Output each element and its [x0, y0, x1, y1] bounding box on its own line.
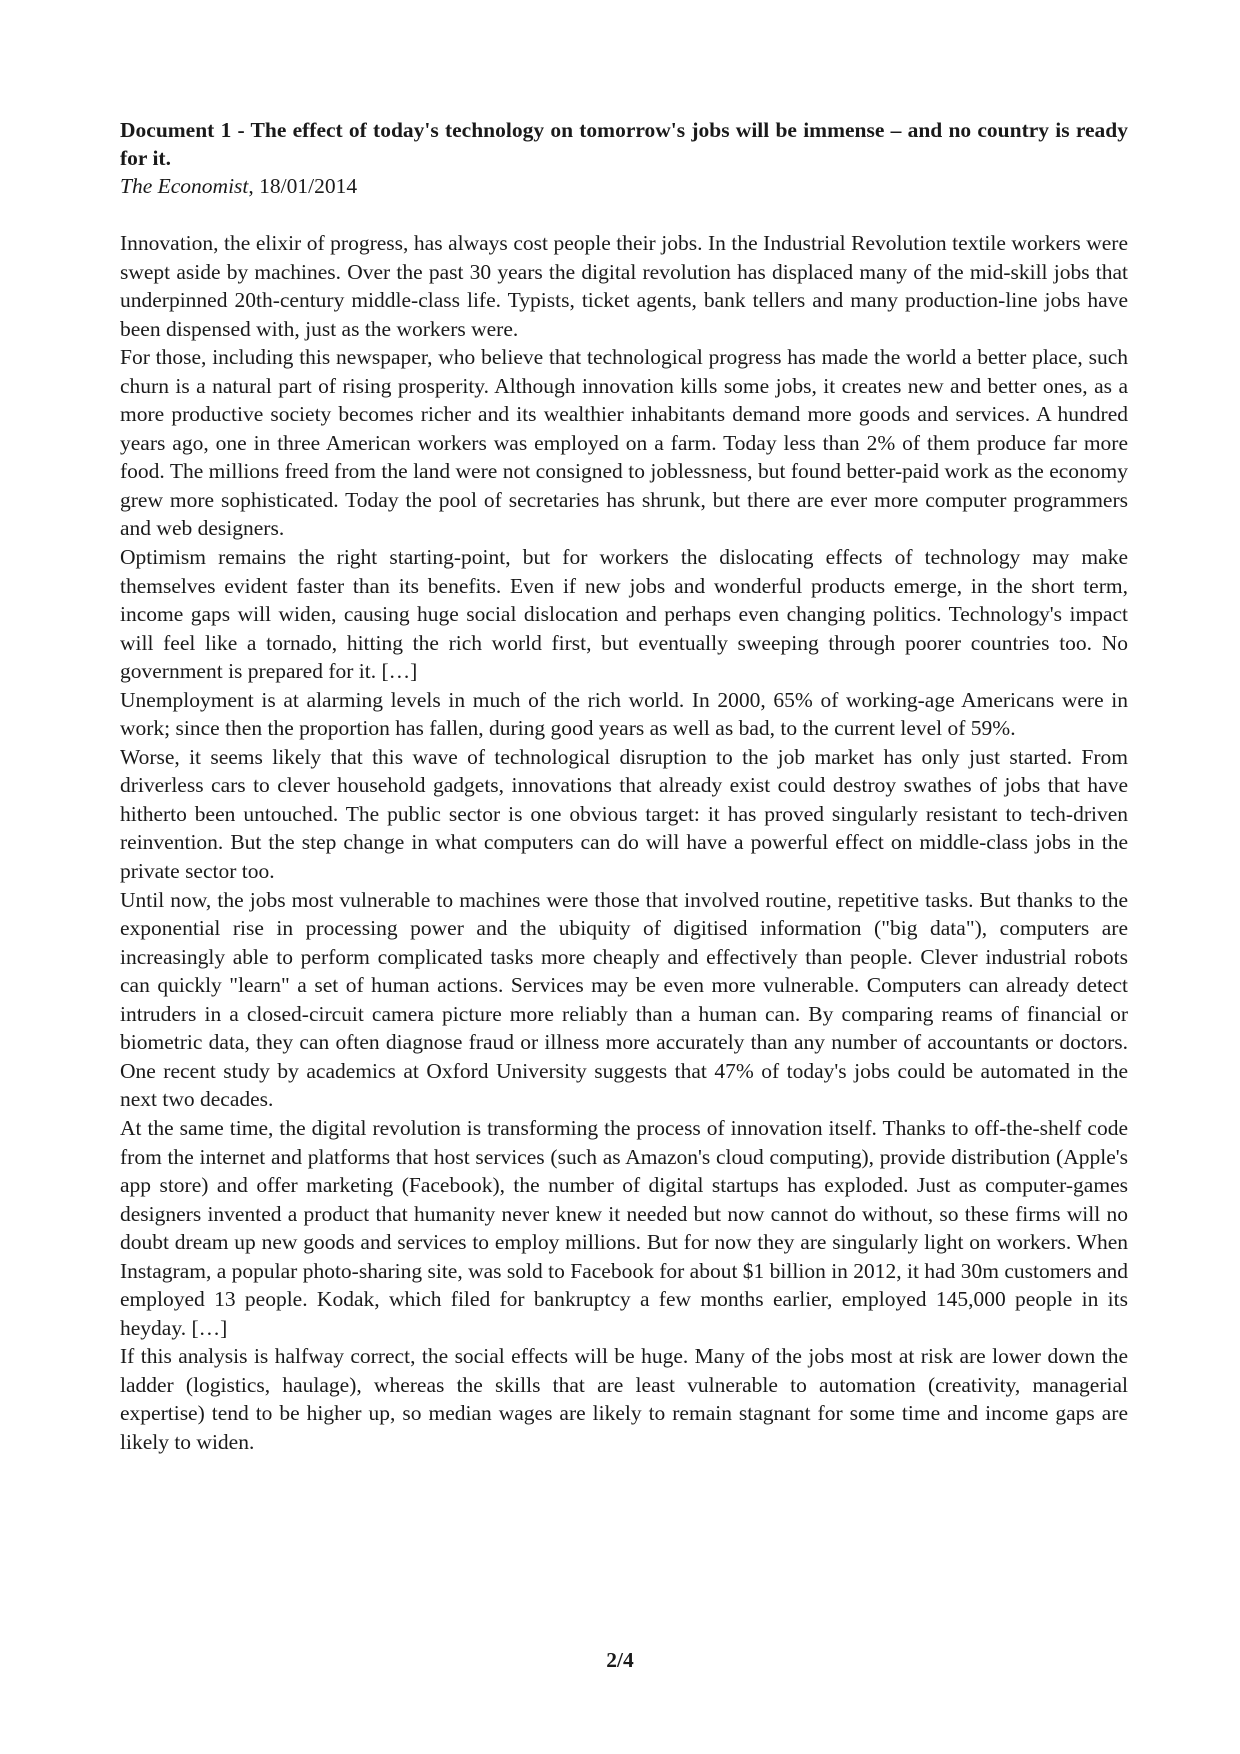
article-paragraph: For those, including this newspaper, who believe that technological progress has made the world a better place, such churn is a natural part of rising prosperity. Although innovation kills some jobs, it creates new and better ones, as a more productive society becomes richer and its wealthier inhabitants demand more goods and services. A hundred years ago, one in three American workers was employed on a farm. Today less than 2% of them produce far more food. The millions freed from the land were not consigned to joblessness, but found better-paid work as the economy grew more sophisticated. Today the pool of secretaries has shrunk, but there are ever more computer programmers and web designers.	[120, 345, 1128, 541]
source-date: , 18/01/2014	[248, 174, 358, 198]
page-number: 2/4	[606, 1648, 634, 1672]
source-publication: The Economist	[120, 174, 249, 198]
article-paragraph: Unemployment is at alarming levels in much of the rich world. In 2000, 65% of working-age Americans were in work; since then the proportion has fallen, during good years as well as bad, to the current level of 59%.	[120, 687, 1128, 741]
article-paragraph: Until now, the jobs most vulnerable to machines were those that involved routine, repetitive tasks. But thanks to the exponential rise in processing power and the ubiquity of digitised information ("big data"), computers are increasingly able to perform complicated tasks more cheaply and effectively than people. Clever industrial robots can quickly "learn" a set of human actions. Services may be even more vulnerable. Computers can already detect intruders in a closed-circuit camera picture more reliably than a human can. By comparing reams of financial or biometric data, they can often diagnose fraud or illness more accurately than any number of accountants or doctors. One recent study by academics at Oxford University suggests that 47% of today's jobs could be automated in the next two decades.	[120, 887, 1128, 1112]
document-source	[120, 172, 1128, 200]
article-paragraph: Optimism remains the right starting-point, but for workers the dislocating effects of technology may make themselves evident faster than its benefits. Even if new jobs and wonderful products emerge, in the short term, income gaps will widen, causing huge social dislocation and perhaps even changing politics. Technology's impact will feel like a tornado, hitting the rich world first, but eventually sweeping through poorer countries too. No government is prepared for it. […]	[120, 545, 1128, 684]
article-paragraph: At the same time, the digital revolution is transforming the process of innovation itself. Thanks to off-the-shelf code from the internet and platforms that host services (such as Amazon's cloud computing), provide distribution (Apple's app store) and offer marketing (Facebook), the number of digital startups has exploded. Just as computer-games designers invented a product that humanity never knew it needed but now cannot do without, so these firms will no doubt dream up new goods and services to employ millions. But for now they are singularly light on workers. When Instagram, a popular photo-sharing site, was sold to Facebook for about $1 billion in 2012, it had 30m customers and employed 13 people. Kodak, which filed for bankruptcy a few months earlier, employed 145,000 people in its heyday. […]	[120, 1115, 1128, 1340]
article-paragraph: If this analysis is halfway correct, the social effects will be huge. Many of the jobs most at risk are lower down the ladder (logistics, haulage), whereas the skills that are least vulnerable to automation (creativity, managerial expertise) tend to be higher up, so median wages are likely to remain stagnant for some time and income gaps are likely to widen.	[120, 1344, 1128, 1454]
article-paragraph: Worse, it seems likely that this wave of technological disruption to the job market has only just started. From driverless cars to clever household gadgets, innovations that already exist could destroy swathes of jobs that have hitherto been untouched. The public sector is one obvious target: it has proved singularly resistant to tech-driven reinvention. But the step change in what computers can do will have a powerful effect on middle-class jobs in the private sector too.	[120, 744, 1128, 884]
document-page	[120, 116, 1128, 1457]
article-body	[120, 229, 1128, 1457]
article-paragraph: Innovation, the elixir of progress, has always cost people their jobs. In the Industrial Revolution textile workers were swept aside by machines. Over the past 30 years the digital revolution has displaced many of the mid-skill jobs that underpinned 20th-century middle-class life. Typists, ticket agents, bank tellers and many production-line jobs have been dispensed with, just as the workers were.	[120, 231, 1128, 341]
document-title: Document 1 - The effect of today's technology on tomorrow's jobs will be immense – and no country is ready for it.	[120, 118, 1128, 170]
